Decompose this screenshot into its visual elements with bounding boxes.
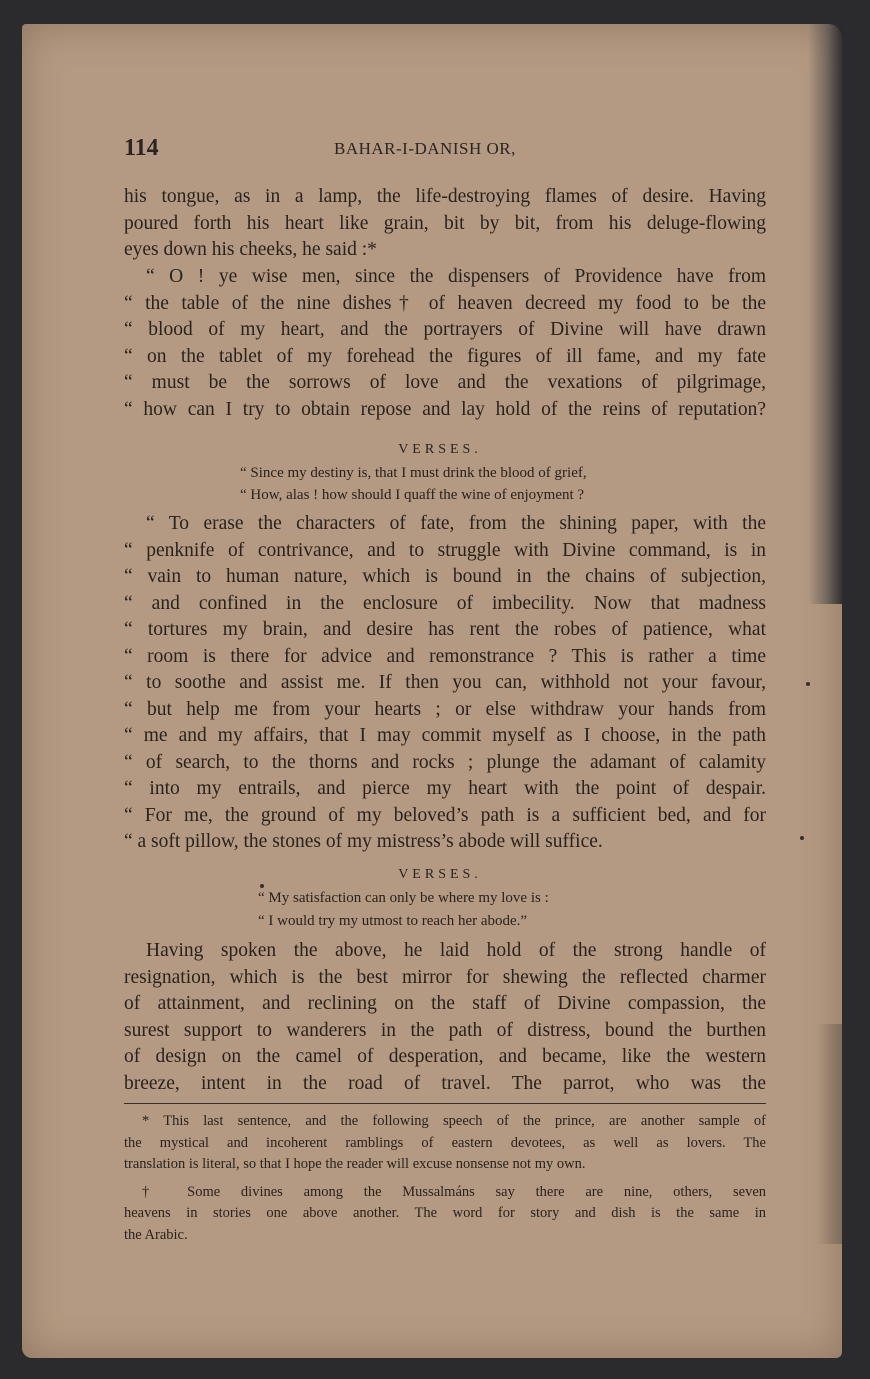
text-line: “ To erase the characters of fate, from the shining paper, with the — [146, 513, 766, 534]
footnote-rule — [124, 1103, 766, 1104]
text-line: of attainment, and reclining on the staff of Divine compassion, the — [124, 993, 766, 1014]
text-line: surest support to wanderers in the path of distress, bound the burthen — [124, 1019, 766, 1041]
footnote-line: † Some divines among the Mussalmáns say there are nine, others, seven — [142, 1183, 766, 1200]
footnote-line: heavens in stories one above another. The word for story and dish is the same in — [124, 1205, 766, 1221]
text-line: “ the table of the nine dishes† of heaven decreed my food to be the — [124, 292, 766, 314]
text-line: of design on the camel of desperation, and became, like the western — [124, 1046, 766, 1067]
page-number: 114 — [124, 135, 159, 161]
footnote-line: * This last sentence, and the following speech of the prince, are another sample of — [142, 1113, 766, 1129]
ink-speck — [800, 836, 804, 840]
running-title: BAHAR-I-DANISH OR, — [334, 139, 516, 158]
text-line: “ of search, to the thorns and rocks ; plunge the adamant of calamity — [124, 751, 766, 773]
torn-edge — [808, 24, 842, 604]
paragraph-4 — [124, 938, 766, 1097]
page-header — [124, 135, 792, 165]
footnote-line: the mystical and incoherent ramblings of eastern devotees, as well as lovers. The — [124, 1134, 766, 1151]
ink-speck — [806, 682, 810, 686]
text-line: “ into my entrails, and pierce my heart with the point of despair. — [124, 778, 766, 799]
footnote-line: the Arabic. — [124, 1226, 188, 1243]
paragraph-1 — [124, 184, 766, 264]
text-line: poured forth his heart like grain, bit by bit, from his deluge-flowing — [124, 212, 766, 234]
text-line: “ a soft pillow, the stones of my mistress’s abode will suffice. — [124, 831, 603, 852]
verse-line: “ My satisfaction can only be where my love is : — [258, 890, 549, 906]
paragraph-2 — [124, 264, 766, 423]
text-line: “ O ! ye wise men, since the dispensers of Providence have from — [146, 266, 766, 287]
text-line: “ vain to human nature, which is bound in the chains of subjection, — [124, 566, 766, 587]
text-line: “ room is there for advice and remonstrance ? This is rather a time — [124, 645, 766, 667]
text-line: “ me and my affairs, that I may commit myself as I choose, in the path — [124, 725, 766, 746]
footnote-line: translation is literal, so that I hope the reader will excuse nonsense not my own. — [124, 1156, 586, 1172]
verse-line: “ Since my destiny is, that I must drink the blood of grief, — [240, 465, 587, 481]
verse-line: “ I would try my utmost to reach her abode.” — [258, 913, 528, 929]
text-line: “ must be the sorrows of love and the vexations of pilgrimage, — [124, 372, 766, 393]
text-line: “ tortures my brain, and desire has rent the robes of patience, what — [124, 619, 766, 640]
verse-line: “ How, alas ! how should I quaff the wine of enjoyment ? — [240, 487, 585, 503]
text-line: “ to soothe and assist me. If then you can, withhold not your favour, — [124, 672, 766, 693]
verses-heading: VERSES. — [398, 442, 482, 457]
text-line: “ and confined in the enclosure of imbecility. Now that madness — [124, 592, 766, 614]
text-line: “ penknife of contrivance, and to struggle with Divine command, is in — [124, 539, 766, 561]
footnotes — [124, 1111, 766, 1246]
text-line: eyes down his cheeks, he said :* — [124, 239, 377, 260]
worn-edge — [816, 1024, 842, 1244]
text-line: “ on the tablet of my forehead the figures of ill fame, and my fate — [124, 345, 766, 367]
ink-speck — [260, 884, 264, 888]
paragraph-3 — [124, 511, 766, 856]
text-line: resignation, which is the best mirror for shewing the reflected charmer — [124, 966, 766, 988]
text-line: “ how can I try to obtain repose and lay hold of the reins of reputation? — [124, 398, 766, 420]
text-line: his tongue, as in a lamp, the life-destroying flames of desire. Having — [124, 186, 766, 207]
verses-heading: VERSES. — [398, 867, 482, 882]
text-line: “ but help me from your hearts ; or else withdraw your hands from — [124, 698, 766, 720]
text-line: “ blood of my heart, and the portrayers of Divine will have drawn — [124, 319, 766, 340]
text-line: “ For me, the ground of my beloved’s path is a sufficient bed, and for — [124, 804, 766, 826]
text-line: Having spoken the above, he laid hold of the strong handle of — [146, 940, 766, 961]
text-line: breeze, intent in the road of travel. The parrot, who was the — [124, 1072, 766, 1094]
